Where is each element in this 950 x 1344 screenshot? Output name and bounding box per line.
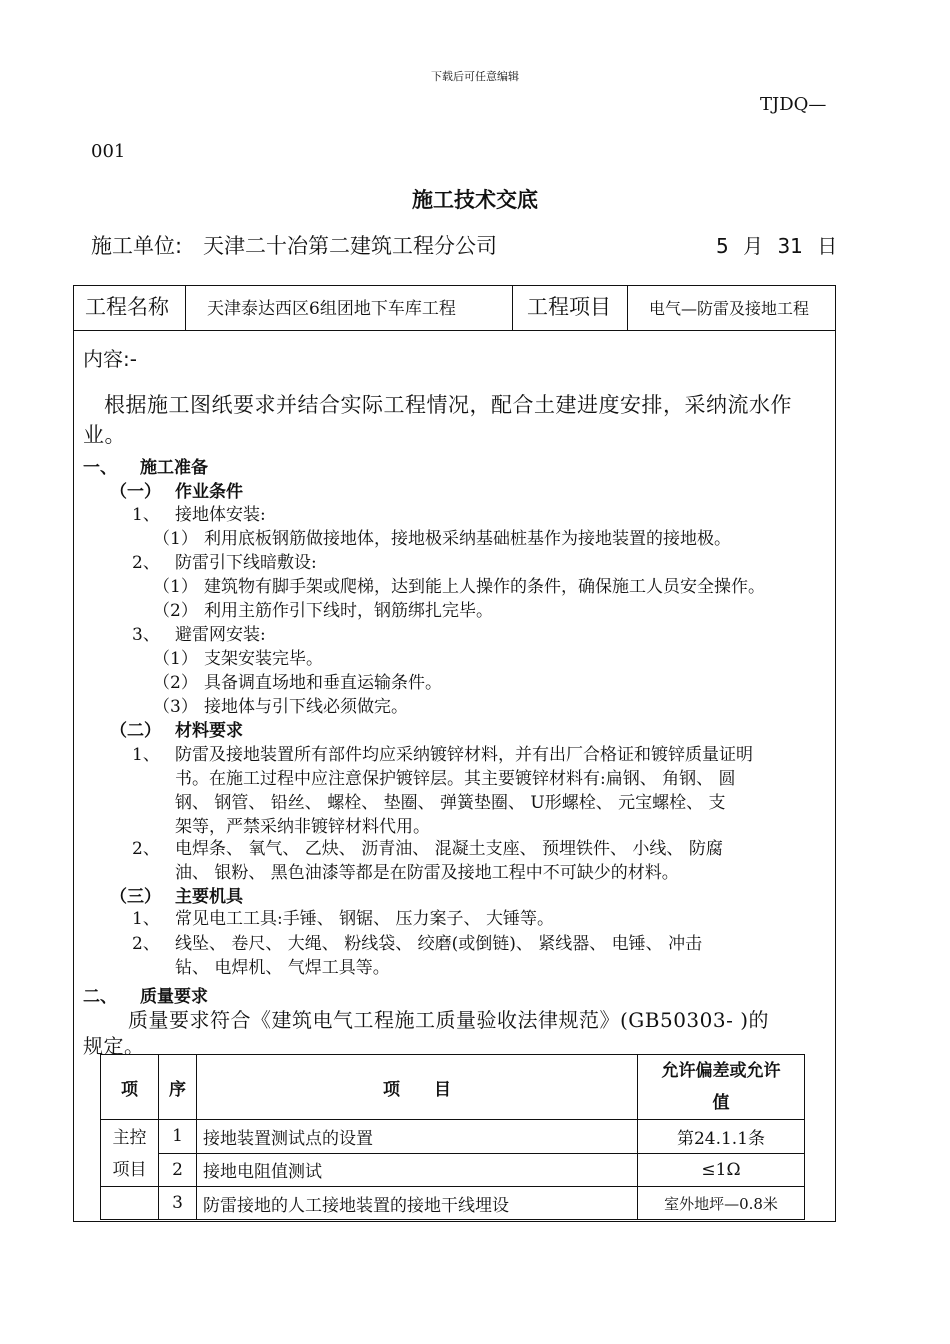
project-name-label: 工程名称 [85,295,169,319]
table-row [101,1187,805,1220]
table-cell-item: 接地电阻值测试 [197,1153,638,1187]
construction-unit-label: 施工单位: [91,234,183,258]
subsection-title: 主要机具 [175,887,243,907]
content-label: 内容:- [83,347,137,371]
subsection-title: 材料要求 [175,721,243,741]
item-number: 2、 [132,839,160,859]
item-text-line: 电焊条、 氧气、 乙炔、 沥青油、 混凝土支座、 预埋铁件、 小线、 防腐 [175,839,723,859]
item-text-line: 常见电工工具:手锤、 钢锯、 压力案子、 大锤等。 [175,909,554,929]
subitem-number: （1） [153,649,198,669]
table-cell-value: ≤1Ω [638,1153,805,1187]
item-number: 2、 [132,934,160,954]
table-cell-no: 3 [159,1187,197,1220]
item-text-line: 架等，严禁采纳非镀锌材料代用。 [175,817,430,837]
quality-paragraph-line: 规定。 [83,1034,145,1058]
subitem-number: （2） [153,673,198,693]
table-cell-item: 接地装置测试点的设置 [197,1120,638,1154]
frame-bottom-border [73,1221,836,1222]
section-number: 二、 [83,987,117,1007]
item-title: 接地体安装: [175,505,266,525]
subitem-number: （2） [153,601,198,621]
frame-right-border [835,285,836,1222]
frame-left-border [73,285,74,1222]
table-header-row [101,1055,805,1120]
project-item-value: 电气—防雷及接地工程 [649,299,810,318]
table-group-line: 主控 [112,1128,147,1148]
document-date: 5 月 31 日 [716,234,838,258]
item-title: 避雷网安装: [175,625,266,645]
header-row-divider [73,330,836,331]
subsection-number: （一） [110,482,161,502]
table-cell-item: 防雷接地的人工接地装置的接地干线埋设 [197,1187,638,1220]
table-group-line: 项目 [112,1160,147,1180]
item-text-line: 钢、 钢管、 铅丝、 螺栓、 垫圈、 弹簧垫圈、 U形螺栓、 元宝螺栓、 支 [175,793,726,813]
table-group-cell [101,1187,159,1220]
project-name-value: 天津泰达西区6组团地下车库工程 [207,299,456,319]
header-cell-divider [512,285,513,331]
table-header-line: 值 [712,1093,730,1113]
item-title: 防雷引下线暗敷设: [175,553,317,573]
section-number: 一、 [83,458,117,478]
item-text-line: 油、 银粉、 黑色油漆等都是在防雷及接地工程中不可缺少的材料。 [175,863,679,883]
table-group-cell [101,1120,159,1187]
item-number: 3、 [132,625,160,645]
item-number: 1、 [132,505,160,525]
quality-paragraph-line: 质量要求符合《建筑电气工程施工质量验收法律规范》(GB50303- )的 [128,1008,770,1032]
table-header-line: 允许偏差或允许 [661,1061,781,1081]
table-header-cell: 序 [159,1055,197,1120]
table-header-cell [638,1055,805,1120]
document-code: TJDQ— [760,94,827,115]
table-row [101,1153,805,1187]
item-text-line: 书。在施工过程中应注意保护镀锌层。其主要镀锌材料有:扁钢、 角钢、 圆 [175,769,736,789]
page-title: 施工技术交底 [412,188,538,212]
watermark-text: 下载后可任意编辑 [431,70,519,83]
item-text-line: 钻、 电焊机、 气焊工具等。 [175,958,390,978]
table-cell-no: 2 [159,1153,197,1187]
subsection-number: （二） [110,721,161,741]
table-cell-value: 室外地坪—0.8米 [638,1187,805,1220]
table-header-cell: 项 [101,1055,159,1120]
subitem-number: （1） [153,529,198,549]
subitem-number: （3） [153,697,198,717]
header-cell-divider [627,285,628,331]
project-item-label: 工程项目 [527,295,611,319]
header-cell-divider [185,285,186,331]
subitem-text: 建筑物有脚手架或爬梯，达到能上人操作的条件，确保施工人员安全操作。 [204,577,765,597]
subitem-text: 接地体与引下线必须做完。 [204,697,408,717]
table-row [101,1120,805,1154]
item-number: 2、 [132,553,160,573]
document-code-continued: 001 [91,141,126,162]
table-header-cell: 项 目 [197,1055,638,1120]
item-number: 1、 [132,909,160,929]
quality-table [100,1054,805,1220]
subitem-number: （1） [153,577,198,597]
construction-unit-name: 天津二十冶第二建筑工程分公司 [203,234,497,258]
item-text-line: 线坠、 卷尺、 大绳、 粉线袋、 绞磨(或倒链)、 紧线器、 电锤、 冲击 [175,934,703,954]
subitem-text: 利用底板钢筋做接地体，接地极采纳基础桩基作为接地装置的接地极。 [204,529,731,549]
frame-top-border [73,285,836,286]
subsection-title: 作业条件 [175,482,243,502]
intro-paragraph-line: 业。 [83,423,126,447]
table-cell-no: 1 [159,1120,197,1154]
item-number: 1、 [132,745,160,765]
section-title: 施工准备 [140,458,208,478]
subitem-text: 具备调直场地和垂直运输条件。 [204,673,442,693]
subsection-number: （三） [110,887,161,907]
intro-paragraph-line: 根据施工图纸要求并结合实际工程情况，配合土建进度安排，采纳流水作 [104,393,792,417]
section-title: 质量要求 [140,987,208,1007]
subitem-text: 支架安装完毕。 [204,649,323,669]
table-cell-value: 第24.1.1条 [638,1120,805,1154]
item-text-line: 防雷及接地装置所有部件均应采纳镀锌材料，并有出厂合格证和镀锌质量证明 [175,745,753,765]
subitem-text: 利用主筋作引下线时，钢筋绑扎完毕。 [204,601,493,621]
